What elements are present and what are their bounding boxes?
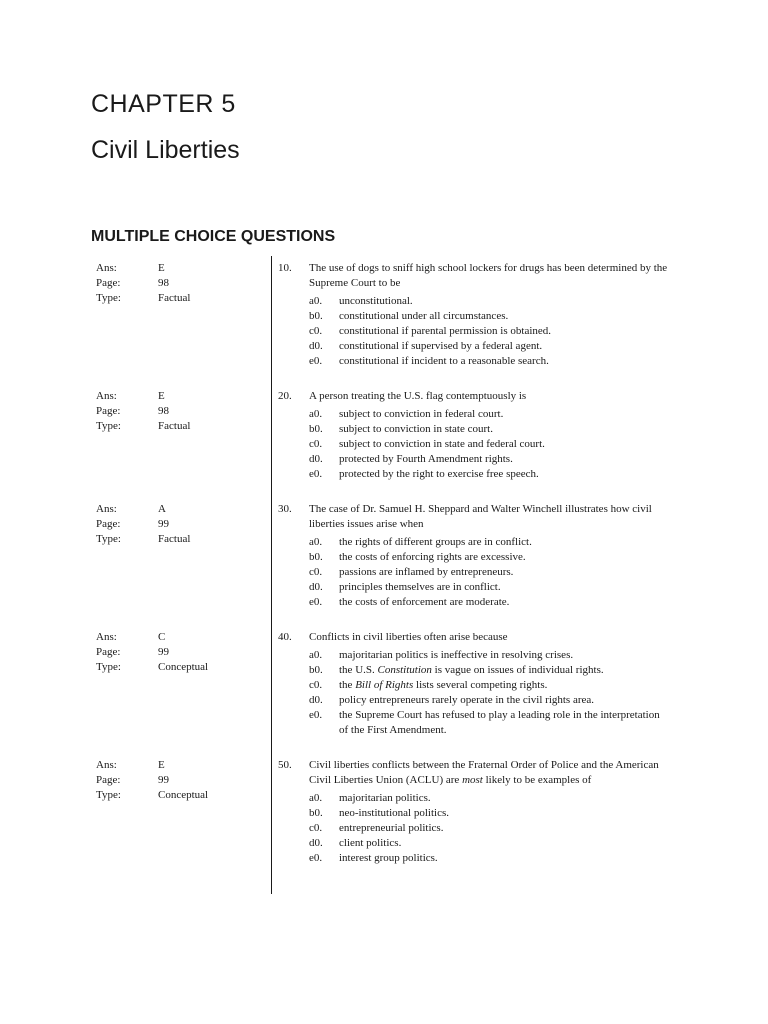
option-label: d0. (309, 453, 323, 465)
answer-option (309, 309, 669, 324)
answer-options (309, 535, 669, 610)
type-label: Type: (96, 789, 121, 801)
option-text (339, 708, 669, 738)
answer-options (309, 407, 669, 482)
type-value: Conceptual (158, 789, 209, 801)
option-text-run: subject to conviction in federal court. (339, 408, 504, 420)
answer-option (309, 791, 669, 806)
option-text-run: the costs of enforcing rights are excessive. (339, 551, 526, 563)
option-text (339, 422, 669, 437)
answer-options (309, 791, 669, 866)
option-label: e0. (309, 596, 323, 608)
answer-options (309, 648, 669, 738)
question-body (309, 758, 669, 866)
option-label: e0. (309, 468, 323, 480)
option-label: e0. (309, 355, 323, 367)
answer-label: Ans: (96, 759, 117, 771)
option-text (339, 452, 669, 467)
option-text-run: passions are inflamed by entrepreneurs. (339, 566, 514, 578)
option-label: d0. (309, 340, 323, 352)
type-label: Type: (96, 292, 121, 304)
option-label: d0. (309, 837, 323, 849)
question-stem (309, 389, 669, 404)
answer-option (309, 851, 669, 866)
question-meta (96, 630, 256, 675)
option-text-run: constitutional if incident to a reasonable search. (339, 355, 549, 367)
question-number: 40. (278, 631, 292, 643)
question-body (309, 261, 669, 369)
page-value: 99 (158, 518, 169, 530)
type-value: Factual (158, 533, 191, 545)
question-stem (309, 758, 669, 788)
question-stem (309, 261, 669, 291)
question-stem-text: The case of Dr. Samuel H. Sheppard and Walter Winchell illustrates how civil liberties issues arise when (309, 503, 652, 530)
option-text-run: unconstitutional. (339, 295, 413, 307)
answer-option (309, 422, 669, 437)
answer-option (309, 407, 669, 422)
answer-option (309, 467, 669, 482)
page-value: 99 (158, 774, 169, 786)
answer-row (96, 261, 256, 276)
option-label: b0. (309, 423, 323, 435)
answer-option (309, 595, 669, 610)
option-text (339, 821, 669, 836)
answer-option (309, 821, 669, 836)
answer-row (96, 630, 256, 645)
option-text-run: interest group politics. (339, 852, 438, 864)
option-text-run: principles themselves are in conflict. (339, 581, 501, 593)
answer-option (309, 663, 669, 678)
answer-option (309, 324, 669, 339)
option-text (339, 467, 669, 482)
option-text (339, 851, 669, 866)
question-stem-text: A person treating the U.S. flag contemptuously is (309, 390, 527, 402)
question-stem-text: Civil liberties conflicts between the Fraternal Order of Police and the American Civil Liberties Union (ACLU) are (309, 759, 659, 786)
type-label: Type: (96, 420, 121, 432)
answer-option (309, 565, 669, 580)
question-meta (96, 502, 256, 547)
question-number: 30. (278, 503, 292, 515)
answer-value: C (158, 631, 166, 643)
page-label: Page: (96, 646, 121, 658)
option-text-run: the (339, 679, 356, 691)
type-label: Type: (96, 661, 121, 673)
answer-option (309, 535, 669, 550)
option-label: a0. (309, 649, 323, 661)
answer-row (96, 758, 256, 773)
answer-option (309, 437, 669, 452)
page-value: 99 (158, 646, 169, 658)
page-row (96, 276, 256, 291)
option-text-run: the U.S. (339, 664, 378, 676)
answer-row (96, 389, 256, 404)
option-label: b0. (309, 807, 323, 819)
option-text (339, 580, 669, 595)
page-label: Page: (96, 774, 121, 786)
answer-value: E (158, 390, 165, 402)
answer-label: Ans: (96, 262, 117, 274)
option-label: c0. (309, 438, 323, 450)
answer-row (96, 502, 256, 517)
question-number: 10. (278, 262, 292, 274)
question-body (309, 389, 669, 482)
option-text (339, 437, 669, 452)
answer-option (309, 806, 669, 821)
type-value: Conceptual (158, 661, 209, 673)
type-row (96, 532, 256, 547)
option-text-run: lists several competing rights. (413, 679, 548, 691)
option-text-run: the costs of enforcement are moderate. (339, 596, 510, 608)
option-text (339, 663, 669, 678)
option-text-run: the rights of different groups are in conflict. (339, 536, 532, 548)
option-label: c0. (309, 822, 323, 834)
answer-option (309, 708, 669, 738)
question-stem (309, 630, 669, 645)
page-row (96, 773, 256, 788)
answer-option (309, 693, 669, 708)
option-text (339, 678, 669, 693)
option-text-run: protected by the right to exercise free speech. (339, 468, 539, 480)
type-row (96, 660, 256, 675)
answer-value: A (158, 503, 166, 515)
option-label: a0. (309, 408, 323, 420)
answer-value: E (158, 759, 165, 771)
option-label: c0. (309, 566, 323, 578)
answer-label: Ans: (96, 503, 117, 515)
option-label: b0. (309, 664, 323, 676)
option-text (339, 836, 669, 851)
option-text (339, 648, 669, 663)
option-text-run: is vague on issues of individual rights. (431, 664, 604, 676)
option-text-run: constitutional under all circumstances. (339, 310, 509, 322)
question-meta (96, 389, 256, 434)
option-text-run: entrepreneurial politics. (339, 822, 444, 834)
option-label: e0. (309, 709, 323, 721)
type-row (96, 291, 256, 306)
option-text-run: the Supreme Court has refused to play a leading role in the interpretation of the First Amendment. (339, 709, 660, 736)
option-label: b0. (309, 551, 323, 563)
option-label: a0. (309, 792, 323, 804)
question-meta (96, 758, 256, 803)
page-value: 98 (158, 405, 169, 417)
option-label: a0. (309, 295, 323, 307)
page-label: Page: (96, 518, 121, 530)
question-body (309, 630, 669, 738)
answer-option (309, 339, 669, 354)
option-label: e0. (309, 852, 323, 864)
question-stem-text: Conflicts in civil liberties often arise because (309, 631, 508, 643)
page-row (96, 404, 256, 419)
question-body (309, 502, 669, 610)
option-text (339, 535, 669, 550)
page-label: Page: (96, 405, 121, 417)
question-stem-text: likely to be examples of (482, 774, 592, 786)
column-divider (271, 256, 272, 894)
option-text-run: Bill of Rights (355, 679, 414, 691)
answer-option (309, 836, 669, 851)
page-label: Page: (96, 277, 121, 289)
option-text-run: majoritarian politics. (339, 792, 431, 804)
answer-value: E (158, 262, 165, 274)
type-row (96, 419, 256, 434)
option-text (339, 806, 669, 821)
answer-label: Ans: (96, 631, 117, 643)
option-text-run: majoritarian politics is ineffective in resolving crises. (339, 649, 574, 661)
option-text (339, 294, 669, 309)
question-number: 50. (278, 759, 292, 771)
option-text-run: subject to conviction in state and federal court. (339, 438, 545, 450)
option-text (339, 595, 669, 610)
section-heading: MULTIPLE CHOICE QUESTIONS (91, 228, 336, 245)
question-stem-text: The use of dogs to sniff high school lockers for drugs has been determined by the Supreme Court to be (309, 262, 668, 289)
page-row (96, 517, 256, 532)
option-label: a0. (309, 536, 323, 548)
answer-label: Ans: (96, 390, 117, 402)
type-row (96, 788, 256, 803)
question-number: 20. (278, 390, 292, 402)
option-text-run: neo-institutional politics. (339, 807, 449, 819)
answer-option (309, 678, 669, 693)
answer-option (309, 294, 669, 309)
type-value: Factual (158, 292, 191, 304)
option-text-run: policy entrepreneurs rarely operate in the civil rights area. (339, 694, 595, 706)
answer-option (309, 648, 669, 663)
question-meta (96, 261, 256, 306)
option-text (339, 354, 669, 369)
answer-option (309, 580, 669, 595)
answer-options (309, 294, 669, 369)
option-label: c0. (309, 679, 323, 691)
option-text (339, 791, 669, 806)
chapter-title: Civil Liberties (91, 136, 240, 164)
option-text (339, 550, 669, 565)
option-text-run: protected by Fourth Amendment rights. (339, 453, 513, 465)
option-text-run: constitutional if parental permission is obtained. (339, 325, 552, 337)
question-stem (309, 502, 669, 532)
answer-option (309, 354, 669, 369)
question-stem-text: most (462, 774, 483, 786)
answer-option (309, 452, 669, 467)
option-label: d0. (309, 581, 323, 593)
chapter-heading: CHAPTER 5 (91, 90, 236, 118)
option-text-run: constitutional if supervised by a federal agent. (339, 340, 543, 352)
type-value: Factual (158, 420, 191, 432)
option-text (339, 324, 669, 339)
type-label: Type: (96, 533, 121, 545)
option-label: d0. (309, 694, 323, 706)
option-text (339, 565, 669, 580)
option-text-run: client politics. (339, 837, 402, 849)
option-label: c0. (309, 325, 323, 337)
option-text-run: Constitution (377, 664, 432, 676)
option-label: b0. (309, 310, 323, 322)
option-text-run: subject to conviction in state court. (339, 423, 493, 435)
option-text (339, 407, 669, 422)
page-row (96, 645, 256, 660)
option-text (339, 339, 669, 354)
option-text (339, 693, 669, 708)
page-value: 98 (158, 277, 169, 289)
option-text (339, 309, 669, 324)
answer-option (309, 550, 669, 565)
